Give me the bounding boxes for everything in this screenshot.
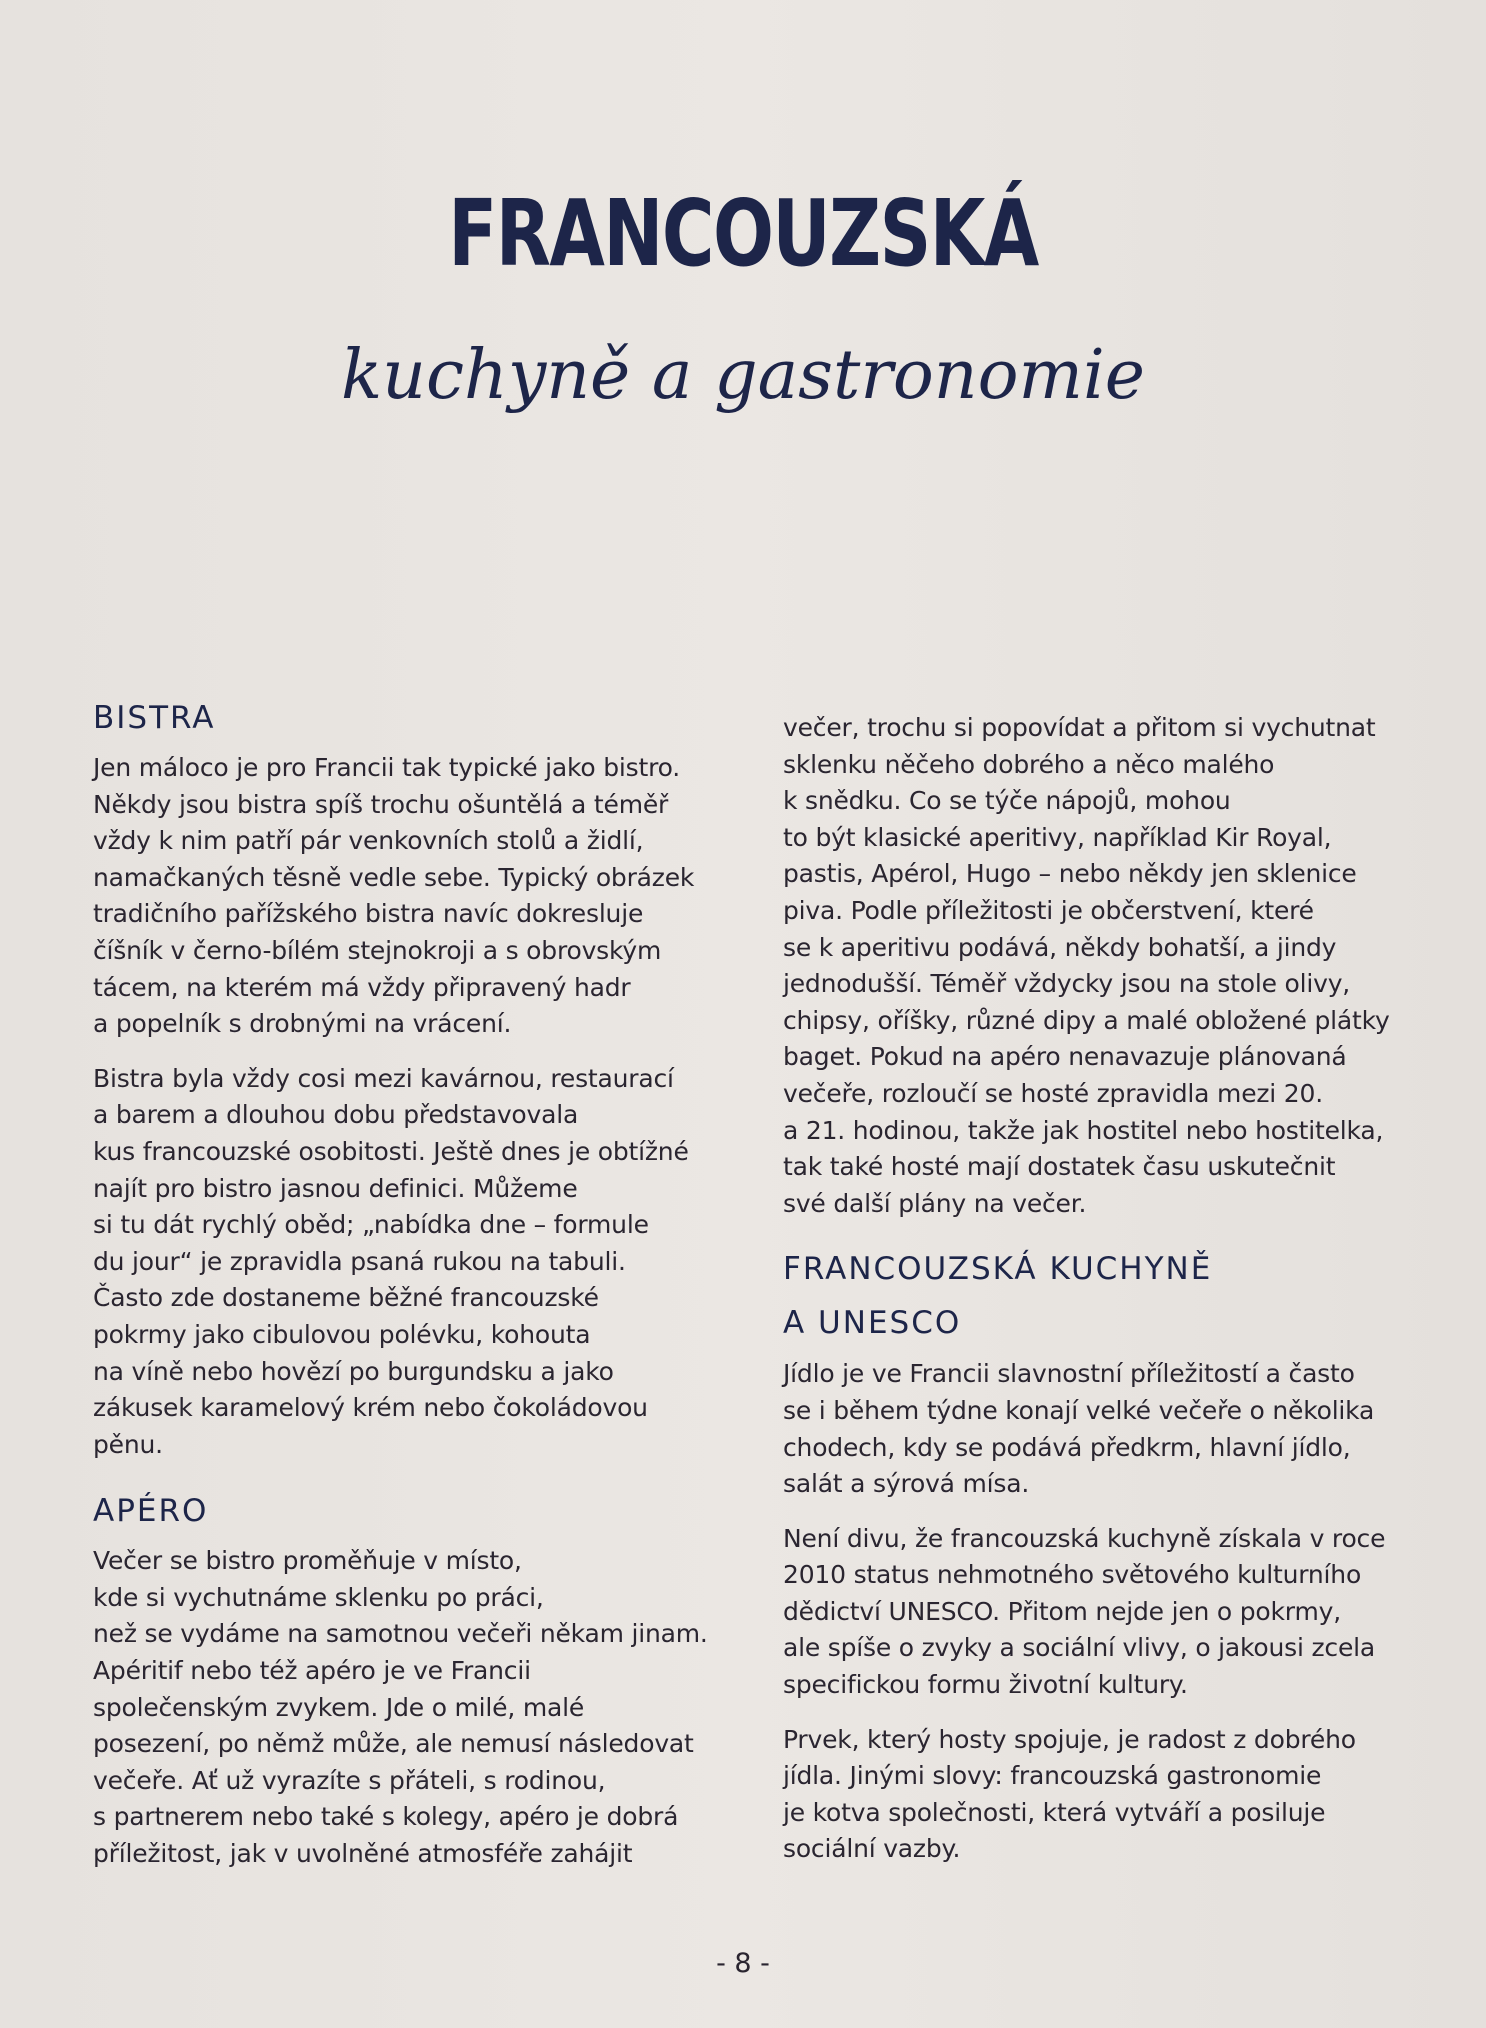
text-line: namačkaných těsně vedle sebe. Typický obrázek	[93, 862, 695, 892]
text-line: to být klasické aperitivy, například Kir Royal,	[783, 822, 1332, 852]
text-line: jednodušší. Téměř vždycky jsou na stole olivy,	[783, 969, 1351, 999]
text-line: najít pro bistro jasnou definici. Můžeme	[93, 1173, 578, 1203]
heading-line: FRANCOUZSKÁ KUCHYNĚ	[783, 1251, 1213, 1288]
text-line: sociální vazby.	[783, 1834, 961, 1864]
text-line: Často zde dostaneme běžné francouzské	[93, 1283, 599, 1313]
text-line: jídla. Jinými slovy: francouzská gastronomie	[783, 1761, 1322, 1791]
text-line: Apéritif nebo též apéro je ve Francii	[93, 1656, 531, 1686]
page-title: FRANCOUZSKÁ	[448, 180, 1038, 287]
text-line: se i během týdne konají velké večeře o několika	[783, 1395, 1375, 1425]
text-line: Někdy jsou bistra spíš trochu ošuntělá a téměř	[93, 789, 669, 819]
text-line: pěnu.	[93, 1429, 163, 1459]
text-line: večer, trochu si popovídat a přitom si vychutnat	[783, 713, 1376, 742]
text-line: posezení, po němž může, ale nemusí následovat	[93, 1729, 694, 1759]
text-line: sklenku něčeho dobrého a něco malého	[783, 749, 1275, 779]
text-line: tácem, na kterém má vždy připravený hadr	[93, 972, 631, 1002]
text-line: večeře, rozloučí se hosté zpravidla mezi 20.	[783, 1078, 1323, 1108]
text-line: Jídlo je ve Francii slavnostní příležitostí a často	[783, 1359, 1355, 1389]
paragraph	[93, 1543, 733, 1872]
text-line: večeře. Ať už vyrazíte s přáteli, s rodinou,	[93, 1765, 606, 1795]
text-line: pokrmy jako cibulovou polévku, kohouta	[93, 1319, 591, 1349]
text-line: příležitost, jak v uvolněné atmosféře zahájit	[93, 1839, 633, 1869]
page-number: - 8 -	[716, 1948, 770, 1979]
text-line: baget. Pokud na apéro nenavazuje plánovaná	[783, 1042, 1347, 1072]
text-line: je kotva společnosti, která vytváří a posiluje	[783, 1797, 1326, 1827]
text-line: tradičního pařížského bistra navíc dokresluje	[93, 899, 644, 929]
paragraph	[93, 750, 733, 1043]
text-line: salát a sýrová mísa.	[783, 1469, 1030, 1499]
left-column	[93, 692, 733, 1891]
text-line: své další plány na večer.	[783, 1188, 1087, 1218]
text-line: na víně nebo hovězí po burgundsku a jako	[93, 1356, 614, 1386]
text-line: piva. Podle příležitosti je občerstvení, které	[783, 895, 1314, 925]
paragraph	[93, 1061, 733, 1464]
text-line: du jour“ je zpravidla psaná rukou na tabuli.	[93, 1246, 626, 1276]
text-line: pastis, Apérol, Hugo – nebo někdy jen sklenice	[783, 859, 1357, 889]
text-line: kus francouzské osobitosti. Ještě dnes je obtížné	[93, 1136, 689, 1166]
text-line: Jen máloco je pro Francii tak typické jako bistro.	[93, 753, 681, 782]
text-line: se k aperitivu podává, někdy bohatší, a jindy	[783, 932, 1337, 962]
section-heading-apero: APÉRO	[93, 1493, 209, 1530]
text-line: zákusek karamelový krém nebo čokoládovou	[93, 1393, 648, 1423]
text-line: číšník v černo-bílém stejnokroji a s obrovským	[93, 935, 662, 965]
text-line: si tu dát rychlý oběd; „nabídka dne – formule	[93, 1210, 649, 1240]
text-line: Prvek, který hosty spojuje, je radost z dobrého	[783, 1724, 1356, 1754]
right-column	[783, 710, 1423, 1886]
paragraph	[783, 1356, 1423, 1502]
text-line: Není divu, že francouzská kuchyně získala v roce	[783, 1523, 1386, 1553]
text-line: k snědku. Co se týče nápojů, mohou	[783, 786, 1231, 816]
text-line: společenským zvykem. Jde o milé, malé	[93, 1692, 585, 1722]
text-line: specifickou formu životní kultury.	[783, 1670, 1188, 1700]
text-line: ale spíše o zvyky a sociální vlivy, o jakousi zcela	[783, 1633, 1375, 1663]
section-heading-unesco	[783, 1242, 1423, 1350]
text-line: vždy k nim patří pár venkovních stolů a židlí,	[93, 826, 644, 856]
paragraph	[783, 710, 1423, 1222]
text-line: než se vydáme na samotnou večeři někam jinam.	[93, 1619, 708, 1649]
text-line: chipsy, oříšky, různé dipy a malé obložené plátky	[783, 1005, 1390, 1035]
heading-line: A UNESCO	[783, 1305, 962, 1342]
text-line: tak také hosté mají dostatek času uskutečnit	[783, 1152, 1336, 1182]
text-line: a 21. hodinou, takže jak hostitel nebo hostitelka,	[783, 1115, 1384, 1145]
page-subtitle: kuchyně a gastronomie	[340, 336, 1146, 415]
paragraph	[783, 1722, 1423, 1868]
text-line: 2010 status nehmotného světového kulturního	[783, 1560, 1362, 1590]
section-heading-bistra: BISTRA	[93, 700, 216, 736]
text-line: dědictví UNESCO. Přitom nejde jen o pokrmy,	[783, 1596, 1341, 1626]
text-line: chodech, kdy se podává předkrm, hlavní jídlo,	[783, 1432, 1351, 1462]
text-line: kde si vychutnáme sklenku po práci,	[93, 1582, 544, 1612]
text-line: Večer se bistro proměňuje v místo,	[93, 1546, 522, 1576]
text-line: s partnerem nebo také s kolegy, apéro je dobrá	[93, 1802, 679, 1832]
paragraph	[783, 1521, 1423, 1704]
text-line: Bistra byla vždy cosi mezi kavárnou, restaurací	[93, 1063, 674, 1093]
text-line: a popelník s drobnými na vrácení.	[93, 1009, 512, 1039]
text-line: a barem a dlouhou dobu představovala	[93, 1100, 579, 1130]
